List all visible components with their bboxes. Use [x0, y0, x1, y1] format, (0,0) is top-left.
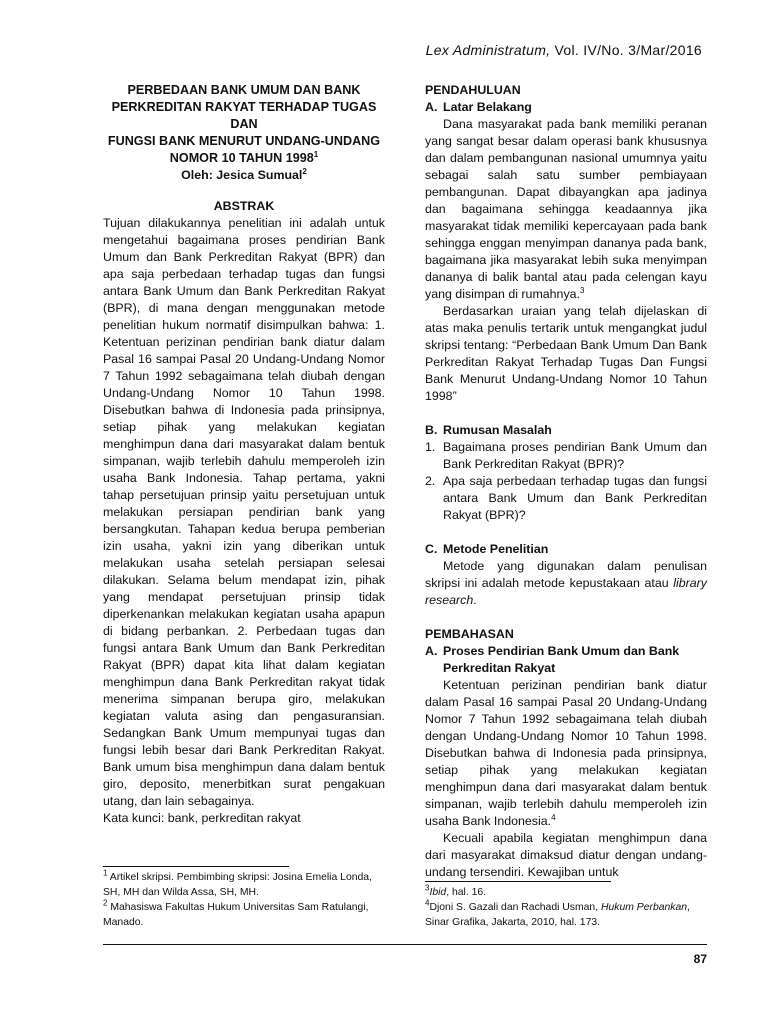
right-column — [425, 82, 707, 881]
article-title-line-3: FUNGSI BANK MENURUT UNDANG-UNDANG — [107, 134, 381, 148]
discussion-heading: PEMBAHASAN — [425, 627, 514, 641]
footnote-1 — [103, 870, 388, 900]
list-number: 1. — [425, 440, 436, 454]
list-text: Apa saja perbedaan terhadap tugas dan fungsi antara Bank Umum dan Bank Perkreditan Rakyat (BPR)? — [443, 474, 707, 522]
discussion-paragraph-1-text: Ketentuan perizinan pendirian bank diatur dalam Pasal 16 sampai Pasal 20 Undang-Undang Nomor 7 Tahun 1992 sebagaimana telah diubah dengan Undang-Undang Nomor 10 Tahun 1998. Disebutkan bahwa di Indonesia pada prinsipnya, setiap pihak yang melakukan kegiatan menghimpun dana dari masyarakat dalam bentuk simpanan, wajib terlebih dahulu memperoleh izin usaha Bank Indonesia. — [425, 678, 707, 828]
subheading-metode-penelitian — [425, 541, 707, 558]
method-end: . — [473, 593, 477, 607]
subheading-number: A. — [425, 644, 438, 658]
journal-name: Lex Administratum, — [425, 42, 551, 58]
author-name: Oleh: Jesica Sumual — [181, 168, 303, 182]
footnote-1-text: Artikel skripsi. Pembimbing skripsi: Josina Emelia Londa, SH, MH dan Wilda Assa, SH, MH. — [103, 872, 372, 898]
subheading-text: Proses Pendirian Bank Umum dan Bank Perkreditan Rakyat — [443, 644, 680, 675]
footnote-rule-right — [425, 881, 611, 882]
page-number: 87 — [693, 952, 707, 966]
list-text: Bagaimana proses pendirian Bank Umum dan Bank Perkreditan Rakyat (BPR)? — [443, 440, 707, 471]
footnotes-right — [425, 885, 710, 930]
discussion-paragraph-2: Kecuali apabila kegiatan menghimpun dana dari masyarakat dimaksud diatur dengan undang-undang tersendiri. Kewajiban untuk — [425, 831, 707, 879]
article-title-line-2: PERKREDITAN RAKYAT TERHADAP TUGAS DAN — [111, 100, 377, 131]
subheading-number: B. — [425, 423, 438, 437]
subheading-latar-belakang — [425, 99, 707, 116]
method-text: Metode yang digunakan dalam penulisan skripsi ini adalah metode kepustakaan atau — [425, 559, 707, 590]
subheading-proses-pendirian — [425, 643, 707, 677]
spacer — [425, 609, 707, 626]
abstract-body: Tujuan dilakukannya penelitian ini adalah untuk mengetahui bagaimana proses pendirian Bank Umum dan Bank Perkreditan Rakyat (BPR) dan apa saja perbedaan terhadap tugas dan fungsi antara Bank Umum dan Bank Perkreditan Rakyat (BPR), di mana dengan menggunakan metode penelitian hukum normatif disimpulkan bahwa: 1. Ketentuan perizinan pendirian bank diatur dalam Pasal 16 sampai Pasal 20 Undang-Undang Nomor 7 Tahun 1992 sebagaimana telah diubah dengan Undang-Undang Nomor 10 Tahun 1998. Disebutkan bahwa di Indonesia pada prinsipnya, setiap pihak yang melakukan kegiatan menghimpun dana dari masyarakat dalam bentuk simpanan, wajib terlebih dahulu memperoleh izin usaha Bank Indonesia. Tahap pertama, yakni tahap persetujuan prinsip yaitu persetujuan untuk melakukan persiapan pendirian bank yang bersangkutan. Tahapan kedua berupa pemberian izin usaha, yakni izin yang diberikan untuk melakukan usaha setelah persiapan selesai dilakukan. Selama belum mendapat izin, pihak yang mendapat persetujuan prinsip tidak diperkenankan melakukan kegiatan usaha apapun di bidang perbankan. 2. Perbedaan tugas dan fungsi antara Bank Umum dan Bank Perkreditan Rakyat (BPR) dapat kita lihat dalam kegiatan menghimpun dana Bank Perkreditan rakyat tidak menerima simpanan berupa giro, melakukan kegiatan valuta asing dan pengasuransian. Sedangkan Bank Umum mempunyai tugas dan fungsi lebih besar dari Bank Perkreditan Rakyat. Bank umum bisa menghimpun dana dalam bentuk giro, deposito, menerbitkan surat pengakuan utang, dan lain sebagainya. — [103, 216, 385, 808]
discussion-paragraph-1 — [425, 677, 707, 830]
footnote-ref-3: 3 — [579, 285, 585, 295]
article-title-line-4-text: NOMOR 10 TAHUN 1998 — [169, 151, 314, 165]
abstract-heading: ABSTRAK — [213, 199, 275, 213]
subheading-number: C. — [425, 542, 438, 556]
footnote-4-end: , Sinar Grafika, Jakarta, 2010, hal. 173. — [425, 902, 690, 928]
footnote-4-italic: Hukum Perbankan — [600, 902, 688, 913]
spacer — [425, 524, 707, 541]
keywords: Kata kunci: bank, perkreditan rakyat — [103, 811, 301, 825]
intro-paragraph-2: Berdasarkan uraian yang telah dijelaskan di atas maka penulis tertarik untuk mengangkat judul skripsi tentang: “Perbedaan Bank Umum Dan Bank Perkreditan Rakyat Terhadap Tugas Dan Fungsi Bank Menurut Undang-Undang Nomor 10 Tahun 1998” — [425, 304, 707, 403]
footnote-4 — [425, 900, 710, 930]
article-title-line-4 — [103, 150, 385, 167]
article-title-line-1: PERBEDAAN BANK UMUM DAN BANK — [127, 83, 361, 97]
method-paragraph — [425, 558, 707, 609]
subheading-text: Latar Belakang — [443, 100, 532, 114]
footnote-ref-4: 4 — [551, 812, 556, 822]
intro-heading: PENDAHULUAN — [425, 83, 521, 97]
footnote-3-text: , hal. 16. — [446, 887, 487, 898]
footnote-2-number: 2 — [103, 898, 108, 908]
footnote-2 — [103, 900, 388, 930]
footer-rule — [103, 944, 707, 945]
subheading-text: Rumusan Masalah — [443, 423, 552, 437]
running-header — [426, 42, 702, 58]
subheading-text: Metode Penelitian — [443, 542, 549, 556]
subheading-number: A. — [425, 100, 438, 114]
footnote-3 — [425, 885, 710, 900]
left-column — [103, 82, 385, 827]
footnote-3-number: 3 — [425, 883, 430, 893]
list-item — [425, 473, 707, 524]
intro-paragraph-1-text: Dana masyarakat pada bank memiliki peranan yang sangat besar dalam operasi bank khususnya dan dalam pembangunan nasional umumnya yaitu sebagai salah satu sumber pembiayaan pembangunan. Dapat dibayangkan apa jadinya dan bagaimana sehingga keadaannya jika masyarakat tidak memiliki kepercayaan pada bank sehingga enggan menyimpan dananya pada bank, bagaimana jika masyarakat lebih suka menyimpan dananya di balik bantal atau pada celengan kayu yang disimpan di rumahnya. — [425, 117, 707, 301]
spacer — [425, 405, 707, 422]
author-line — [103, 167, 385, 184]
list-number: 2. — [425, 474, 436, 488]
footnote-ref-2: 2 — [302, 166, 307, 176]
footnote-2-text: Mahasiswa Fakultas Hukum Universitas Sam Ratulangi, Manado. — [103, 902, 369, 928]
journal-volume: Vol. IV/No. 3/Mar/2016 — [550, 42, 702, 58]
footnote-3-italic: Ibid — [429, 887, 447, 898]
footnote-ref-1: 1 — [313, 149, 319, 159]
footnote-1-number: 1 — [103, 868, 108, 878]
list-item — [425, 439, 707, 473]
intro-paragraph-1 — [425, 116, 707, 303]
footnote-rule-left — [103, 866, 289, 867]
method-italic: library research — [425, 576, 707, 607]
subheading-rumusan-masalah — [425, 422, 707, 439]
footnote-4-text: Djoni S. Gazali dan Rachadi Usman, — [429, 902, 601, 913]
footnote-4-number: 4 — [425, 898, 430, 908]
footnotes-left — [103, 870, 388, 930]
